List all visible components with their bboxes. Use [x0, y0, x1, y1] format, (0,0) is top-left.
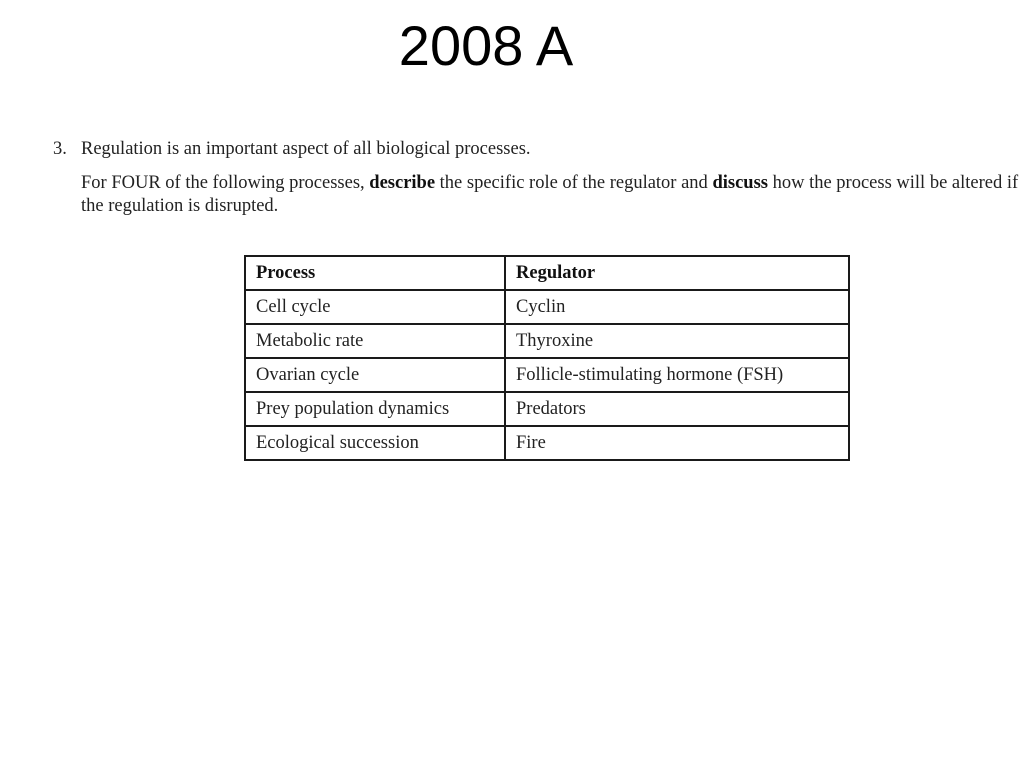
regulator-cell: Follicle-stimulating hormone (FSH) — [505, 358, 849, 392]
process-cell: Metabolic rate — [245, 324, 505, 358]
table-header-row — [245, 256, 849, 290]
question-intro-line — [53, 138, 1023, 161]
instruction-text-3: how the process will be altered if the regulation is disrupted. — [81, 173, 1019, 216]
question-number: 3. — [53, 139, 67, 159]
process-cell: Cell cycle — [245, 290, 505, 324]
instruction-text-2: the specific role of the regulator and — [435, 173, 713, 193]
process-cell: Ecological succession — [245, 426, 505, 460]
table-row — [245, 290, 849, 324]
header-regulator: Regulator — [505, 256, 849, 290]
table-row — [245, 426, 849, 460]
header-process: Process — [245, 256, 505, 290]
slide-title: 2008 A — [398, 14, 574, 77]
question-intro: Regulation is an important aspect of all biological processes. — [81, 139, 531, 159]
instruction-keyword-discuss: discuss — [712, 173, 768, 193]
instruction-keyword-describe: describe — [369, 173, 436, 193]
process-regulator-table — [244, 255, 850, 461]
process-cell: Prey population dynamics — [245, 392, 505, 426]
regulator-cell: Fire — [505, 426, 849, 460]
regulator-cell: Cyclin — [505, 290, 849, 324]
process-cell: Ovarian cycle — [245, 358, 505, 392]
regulator-cell: Thyroxine — [505, 324, 849, 358]
question-block — [53, 138, 1023, 218]
regulator-cell: Predators — [505, 392, 849, 426]
instruction-text-1: For FOUR of the following processes, — [81, 173, 370, 193]
table-row — [245, 324, 849, 358]
table-row — [245, 392, 849, 426]
table-row — [245, 358, 849, 392]
question-instruction — [81, 172, 1021, 218]
